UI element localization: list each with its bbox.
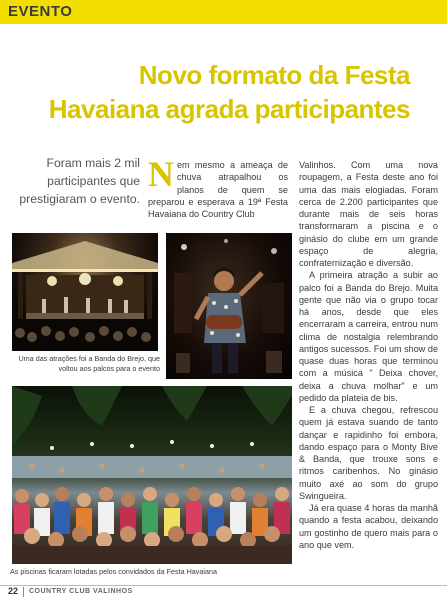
drop-cap: N	[148, 154, 174, 194]
band-stage-photo	[12, 233, 158, 351]
pull-quote: Foram mais 2 mil participantes que prestigiaram o evento.	[19, 156, 140, 206]
article-column-1	[148, 154, 288, 220]
headline-line-1: Novo formato da Festa	[138, 60, 410, 90]
page-number: 22	[8, 586, 19, 596]
pool-crowd-photo	[12, 386, 292, 564]
paragraph-3: E a chuva chegou, refrescou quem já estava suando de tanto dançar e rapidinho foi embora, dando espaço para o Monty Bive & Banda, que trouxe sons e ritmos caribenhos. No ginásio muito axé ao som do grupo Swingueira.	[299, 405, 438, 501]
paragraph-4: Já era quase 4 horas da manhã quando a festa acabou, deixando um gostinho de quero mais para o ano que vem.	[299, 503, 438, 550]
paragraph-2: A primeira atração a subir ao palco foi a Banda do Brejo. Muita gente que não via o grupo tocar há anos, desde que eles encerraram a carreira, entrou num clima de nostalgia relembrando antigos sucessos. Foi um show de quase duas horas que terminou com a música " Deixa chover, deixa a chuva molhar" e um pedido da plateia de bis.	[299, 270, 438, 403]
article-headline	[10, 58, 410, 126]
footer-magazine-name: COUNTRY CLUB VALINHOS	[29, 588, 133, 595]
photo-caption-1: Uma das atrações foi a Banda do Brejo, que voltou aos palcos para o evento	[18, 354, 160, 373]
footer-separator	[23, 587, 24, 597]
footer-rule	[0, 585, 447, 586]
paragraph-1-continued: Valinhos. Com uma nova roupagem, a Festa deste ano foi uma das mais elogiadas. Foram cerca de 2.200 participantes que durante mais de seis horas transformaram a piscina e o ginásio do clube em um grande espaço de alegria, confraternização e diversão.	[299, 160, 438, 268]
singer-photo	[166, 233, 292, 379]
paragraph-1-start: em mesmo a ameaça de chuva atrapalhou os planos de quem se preparou e esperava a 19ª Festa Havaiana do Country Club	[148, 160, 288, 219]
photo-caption-2: As piscinas ficaram lotadas pelos convidados da Festa Havaiana	[10, 567, 217, 576]
section-label: EVENTO	[8, 3, 73, 20]
headline-line-2: Havaiana agrada participantes	[48, 94, 410, 124]
article-column-2	[299, 159, 438, 551]
